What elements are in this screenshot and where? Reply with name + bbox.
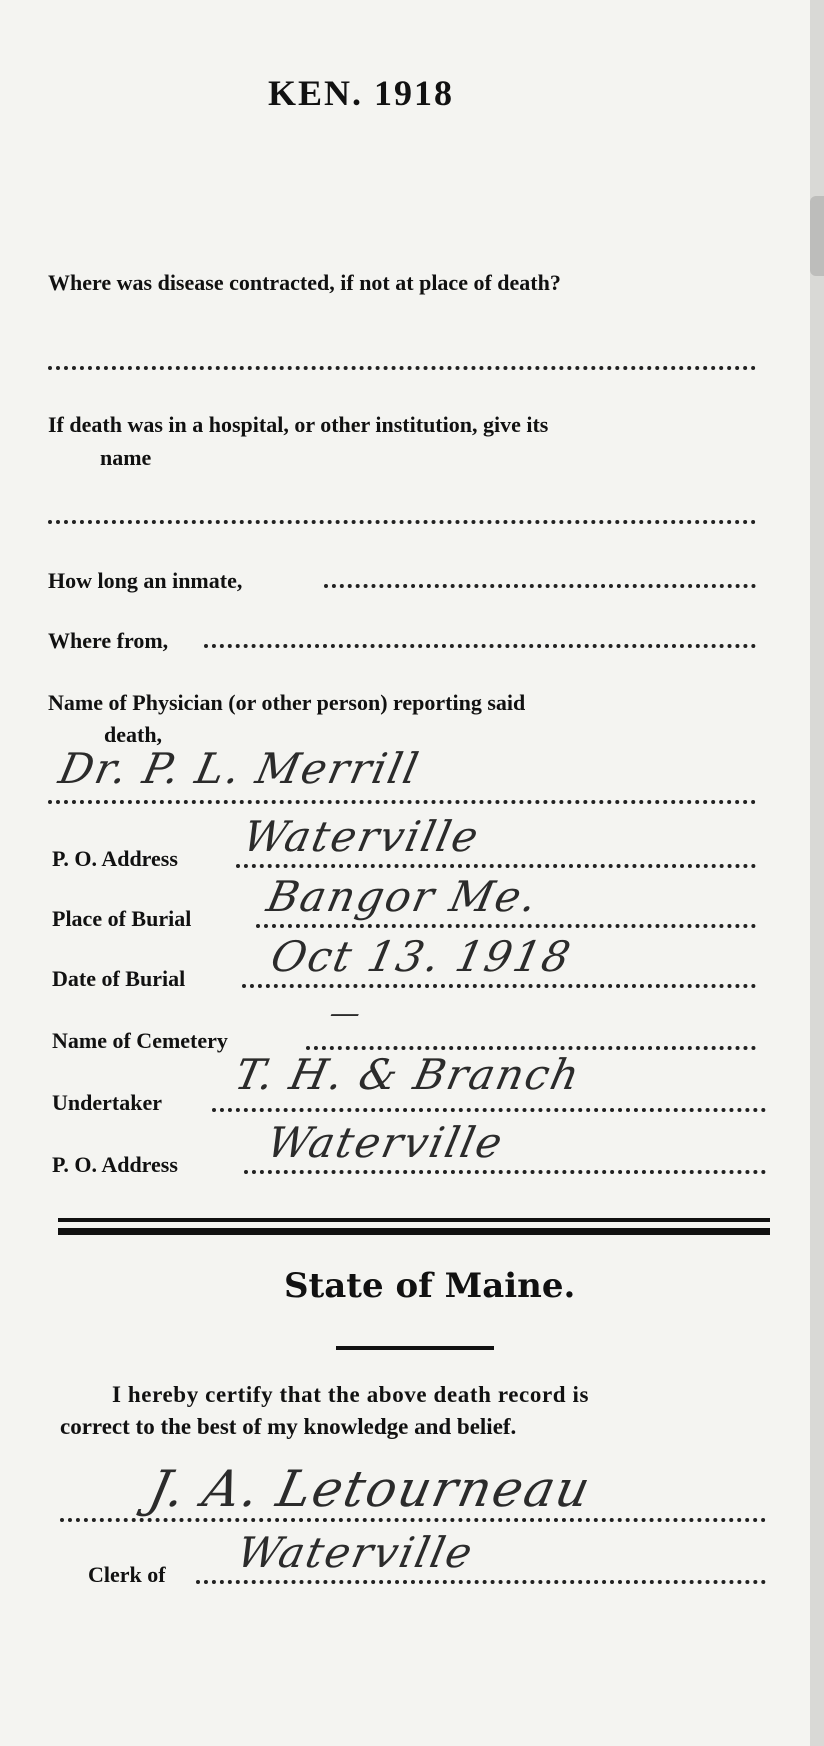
state-heading: State of Maine. <box>284 1266 576 1306</box>
clerk-town-line <box>196 1580 766 1584</box>
question-undertaker: Undertaker <box>52 1090 162 1115</box>
clerk-label: Clerk of <box>88 1562 166 1587</box>
page-title: KEN. 1918 <box>268 73 455 113</box>
answer-po-address-2: Waterville <box>262 1118 509 1167</box>
answer-line-where-from <box>204 644 756 648</box>
answer-line-hospital <box>48 520 756 524</box>
question-date-burial: Date of Burial <box>52 966 186 991</box>
clerk-signature: J. A. Letourneau <box>143 1460 597 1518</box>
answer-line-disease-contracted <box>48 366 756 370</box>
question-hospital-line2: name <box>100 445 152 470</box>
answer-po-address: Waterville <box>238 812 485 861</box>
answer-cemetery: — <box>326 996 366 1031</box>
question-cemetery: Name of Cemetery <box>52 1028 228 1053</box>
answer-line-po-address <box>236 864 756 868</box>
answer-date-burial: Oct 13. 1918 <box>266 932 577 981</box>
certify-statement-line1: I hereby certify that the above death record is <box>112 1382 590 1407</box>
answer-line-po-address-2 <box>244 1170 766 1174</box>
answer-line-date-burial <box>242 984 756 988</box>
answer-line-undertaker <box>212 1108 766 1112</box>
question-place-burial: Place of Burial <box>52 906 192 931</box>
question-hospital-line1: If death was in a hospital, or other institution, give its <box>48 412 549 437</box>
divider-rule-bottom <box>58 1228 770 1235</box>
question-where-from: Where from, <box>48 628 169 653</box>
answer-line-inmate <box>324 584 756 588</box>
question-po-address-2: P. O. Address <box>52 1152 178 1177</box>
question-physician-line1: Name of Physician (or other person) reporting said <box>48 690 526 715</box>
divider-rule-top <box>58 1218 770 1222</box>
answer-line-physician <box>48 800 756 804</box>
clerk-town: Waterville <box>232 1528 479 1577</box>
question-po-address: P. O. Address <box>52 846 178 871</box>
state-underline <box>336 1346 494 1350</box>
answer-physician: Dr. P. L. Merrill <box>54 744 425 793</box>
question-physician-line2: death, <box>104 722 163 747</box>
answer-line-place-burial <box>256 924 756 928</box>
question-inmate: How long an inmate, <box>48 568 243 593</box>
certify-statement-line2: correct to the best of my knowledge and belief. <box>60 1414 517 1439</box>
answer-place-burial: Bangor Me. <box>262 872 543 921</box>
question-disease-contracted: Where was disease contracted, if not at place of death? <box>48 270 561 295</box>
signature-line <box>60 1518 766 1522</box>
scroll-tab <box>810 196 824 276</box>
answer-undertaker: T. H. & Branch <box>230 1050 586 1099</box>
